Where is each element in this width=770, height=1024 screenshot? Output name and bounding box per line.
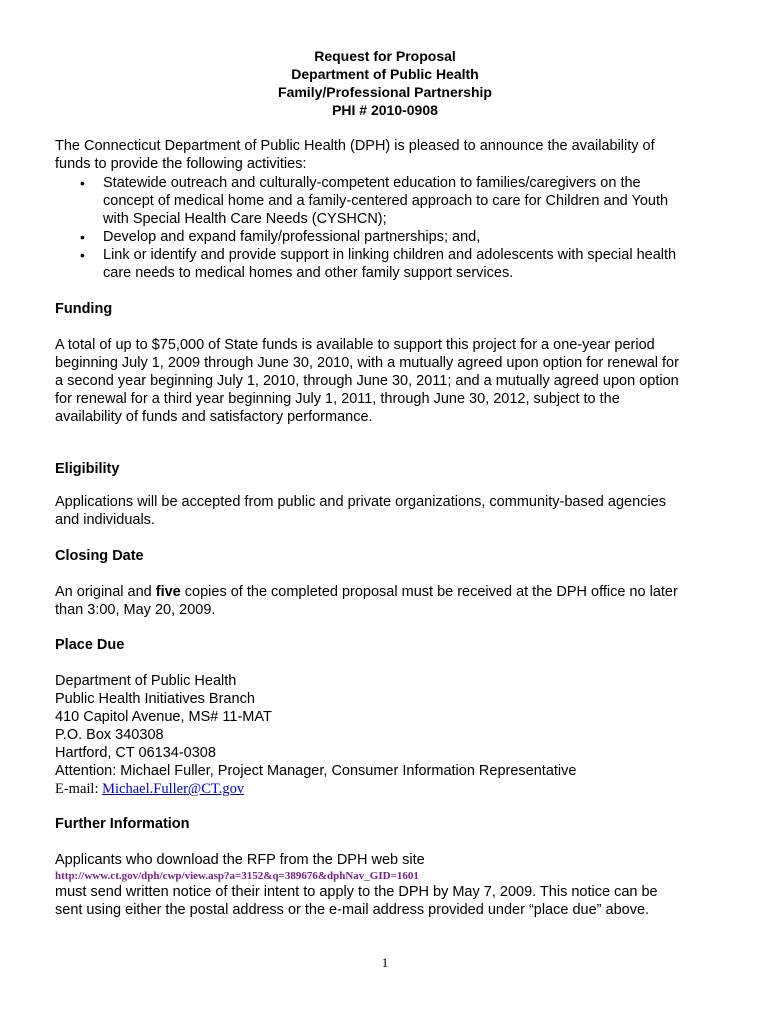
closing-line-2: than 3:00, May 20, 2009. <box>55 602 216 618</box>
bullet-1-line-2: concept of medical home and a family-centered approach to care for Children and Youth <box>103 193 669 209</box>
bullet-icon: • <box>80 175 85 191</box>
further-line-2: must send written notice of their intent to apply to the DPH by May 7, 2009. This notice can be <box>55 884 658 900</box>
closing-bold-five: five <box>155 584 181 600</box>
rfp-url-link[interactable]: http://www.ct.gov/dph/cwp/view.asp?a=3152&q=389676&dphNav_GID=1601 <box>55 870 419 882</box>
email-label: E-mail: <box>55 781 103 797</box>
address-line-4: P.O. Box 340308 <box>55 727 164 743</box>
funding-line-4: for renewal for a third year beginning July 1, 2011, through June 30, 2012, subject to the <box>55 391 620 407</box>
address-line-2: Public Health Initiatives Branch <box>55 691 255 707</box>
intro-line-2: funds to provide the following activities: <box>55 156 307 172</box>
further-line-3: sent using either the postal address or the e-mail address provided under “place due” above. <box>55 902 650 918</box>
funding-heading: Funding <box>55 301 113 317</box>
email-line <box>55 780 244 798</box>
address-line-5: Hartford, CT 06134-0308 <box>55 745 216 761</box>
funding-line-5: availability of funds and satisfactory performance. <box>55 409 373 425</box>
address-line-1: Department of Public Health <box>55 673 237 689</box>
closing-text-a: An original and <box>55 584 156 600</box>
title-line-3: Family/Professional Partnership <box>278 84 492 100</box>
address-line-3: 410 Capitol Avenue, MS# 11-MAT <box>55 709 272 725</box>
funding-line-2: beginning July 1, 2009 through June 30, 2010, with a mutually agreed upon option for renewal for <box>55 355 679 371</box>
place-due-heading: Place Due <box>55 637 125 653</box>
closing-text-b: copies of the completed proposal must be received at the DPH office no later <box>180 584 678 600</box>
further-line-1: Applicants who download the RFP from the DPH web site <box>55 852 425 868</box>
email-link[interactable]: Michael.Fuller@CT.gov <box>102 781 245 797</box>
title-line-4: PHI # 2010-0908 <box>332 102 438 118</box>
bullet-icon: • <box>80 229 85 245</box>
page-number: 1 <box>381 955 389 970</box>
bullet-3-line-2: care needs to medical homes and other family support services. <box>103 265 514 281</box>
funding-line-1: A total of up to $75,000 of State funds is available to support this project for a one-year period <box>55 337 655 353</box>
bullet-1-line-3: with Special Health Care Needs (CYSHCN); <box>103 211 387 227</box>
bullet-icon: • <box>80 247 85 263</box>
bullet-3-line-1: Link or identify and provide support in linking children and adolescents with special health <box>103 247 677 263</box>
further-info-heading: Further Information <box>55 816 190 832</box>
eligibility-line-2: and individuals. <box>55 512 155 528</box>
funding-line-3: a second year beginning July 1, 2010, through June 30, 2011; and a mutually agreed upon option <box>55 373 679 389</box>
closing-line-1 <box>55 583 678 601</box>
bullet-1-line-1: Statewide outreach and culturally-competent education to families/caregivers on the <box>103 175 641 191</box>
eligibility-heading: Eligibility <box>55 461 120 477</box>
closing-date-heading: Closing Date <box>55 548 144 564</box>
bullet-2-line-1: Develop and expand family/professional partnerships; and, <box>103 229 481 245</box>
attention-line: Attention: Michael Fuller, Project Manager, Consumer Information Representative <box>55 763 577 779</box>
intro-line-1: The Connecticut Department of Public Health (DPH) is pleased to announce the availability of <box>55 138 655 154</box>
title-line-2: Department of Public Health <box>291 66 479 82</box>
eligibility-line-1: Applications will be accepted from public and private organizations, community-based agencies <box>55 494 666 510</box>
title-line-1: Request for Proposal <box>314 48 456 64</box>
